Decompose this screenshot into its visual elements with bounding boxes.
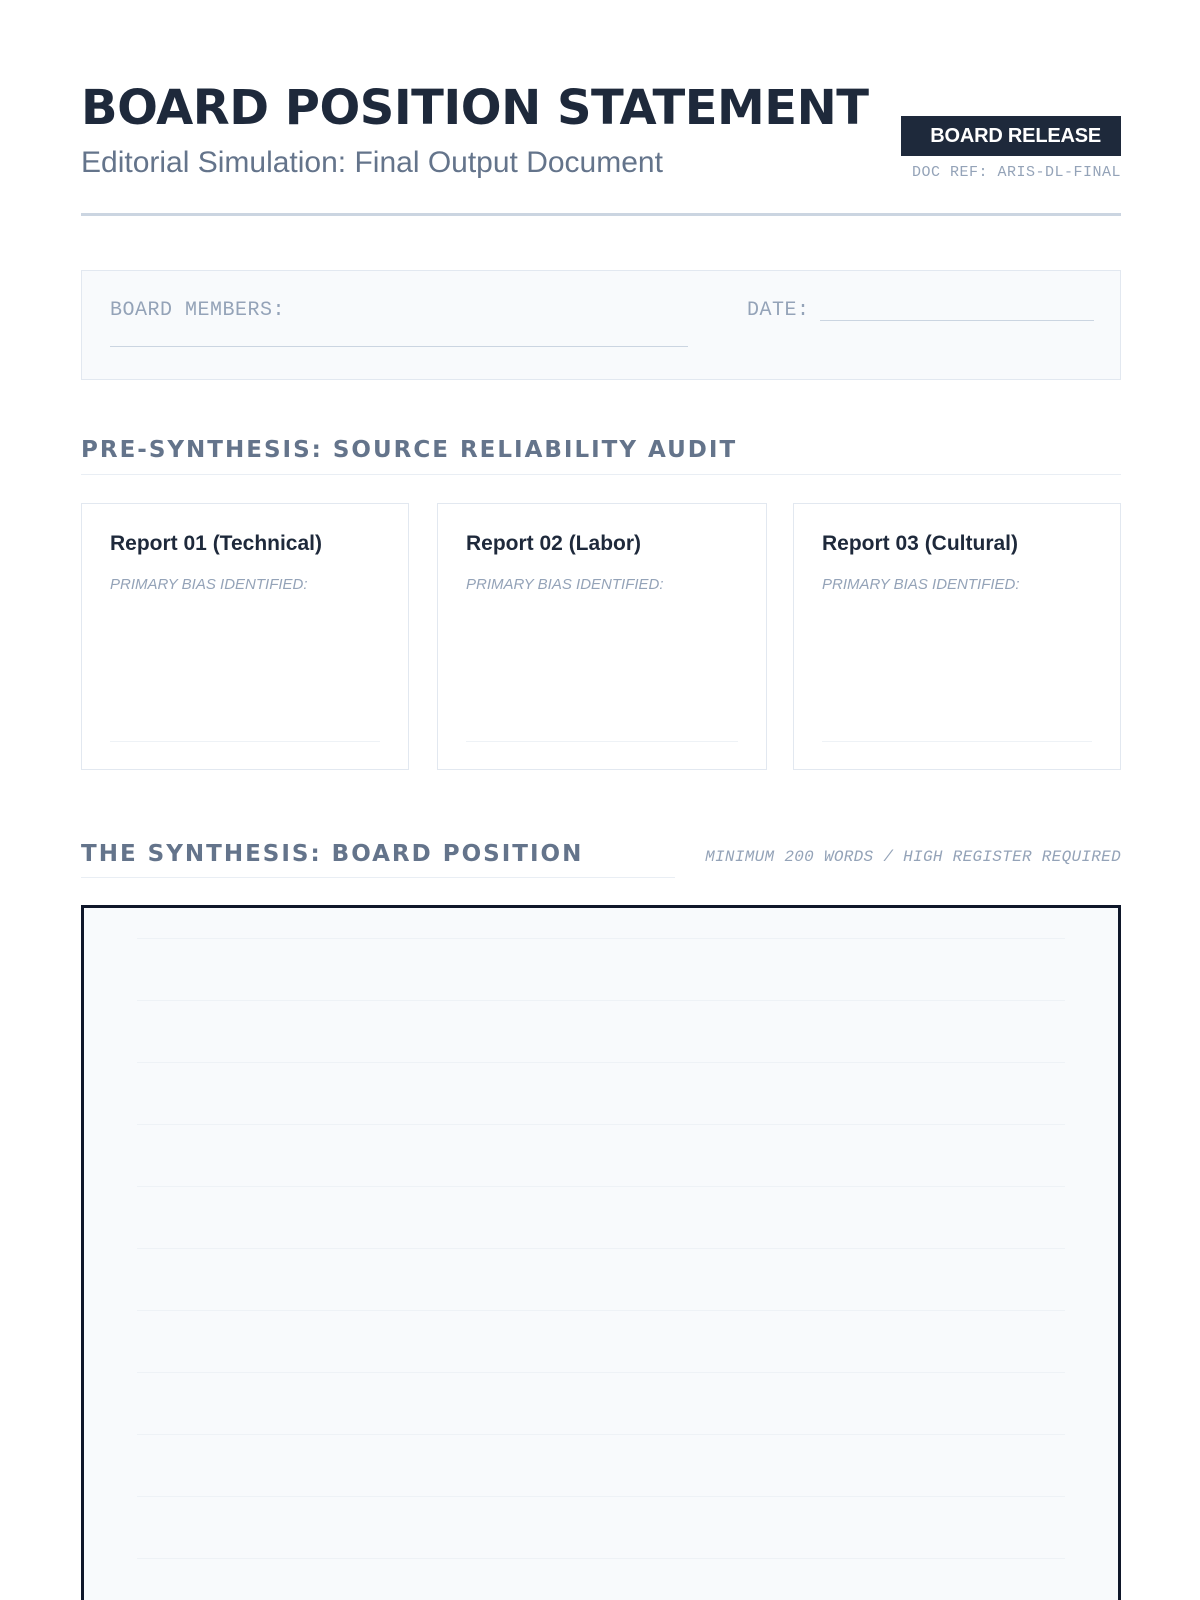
ruled-line <box>137 1558 1065 1559</box>
ruled-line <box>137 1186 1065 1187</box>
bias-answer-line[interactable] <box>110 741 380 742</box>
ruled-line <box>137 1000 1065 1001</box>
board-members-label: BOARD MEMBERS: <box>110 299 286 322</box>
bias-label: PRIMARY BIAS IDENTIFIED: <box>110 576 308 593</box>
board-members-field[interactable] <box>110 327 688 347</box>
report-card-technical <box>81 503 409 770</box>
document-header <box>81 76 1121 216</box>
synthesis-writing-area[interactable] <box>81 905 1121 1600</box>
word-requirement: MINIMUM 200 WORDS / HIGH REGISTER REQUIRED <box>705 848 1121 866</box>
audit-heading-rule <box>81 474 1121 475</box>
ruled-line <box>137 1124 1065 1125</box>
ruled-line <box>137 1434 1065 1435</box>
bias-answer-line[interactable] <box>466 741 738 742</box>
report-card-cultural <box>793 503 1121 770</box>
bias-label: PRIMARY BIAS IDENTIFIED: <box>822 576 1020 593</box>
page-title: BOARD POSITION STATEMENT <box>81 80 869 136</box>
ruled-line <box>137 1248 1065 1249</box>
release-badge: BOARD RELEASE <box>901 116 1121 156</box>
date-label: DATE: <box>747 299 810 322</box>
ruled-line <box>137 1062 1065 1063</box>
ruled-line <box>137 1372 1065 1373</box>
report-title: Report 01 (Technical) <box>110 532 322 555</box>
report-title: Report 02 (Labor) <box>466 532 642 555</box>
report-title: Report 03 (Cultural) <box>822 532 1019 555</box>
synthesis-heading-rule <box>81 877 675 878</box>
synthesis-heading: THE SYNTHESIS: BOARD POSITION <box>81 841 584 867</box>
meta-box <box>81 270 1121 380</box>
ruled-line <box>137 1310 1065 1311</box>
bias-answer-line[interactable] <box>822 741 1092 742</box>
bias-label: PRIMARY BIAS IDENTIFIED: <box>466 576 664 593</box>
ruled-line <box>137 938 1065 939</box>
audit-heading: PRE-SYNTHESIS: SOURCE RELIABILITY AUDIT <box>81 437 738 463</box>
document-page <box>81 0 1121 1600</box>
ruled-line <box>137 1496 1065 1497</box>
page-subtitle: Editorial Simulation: Final Output Document <box>81 146 663 179</box>
doc-ref: DOC REF: ARIS-DL-FINAL <box>911 164 1121 181</box>
date-field[interactable] <box>820 299 1094 321</box>
report-card-labor <box>437 503 767 770</box>
